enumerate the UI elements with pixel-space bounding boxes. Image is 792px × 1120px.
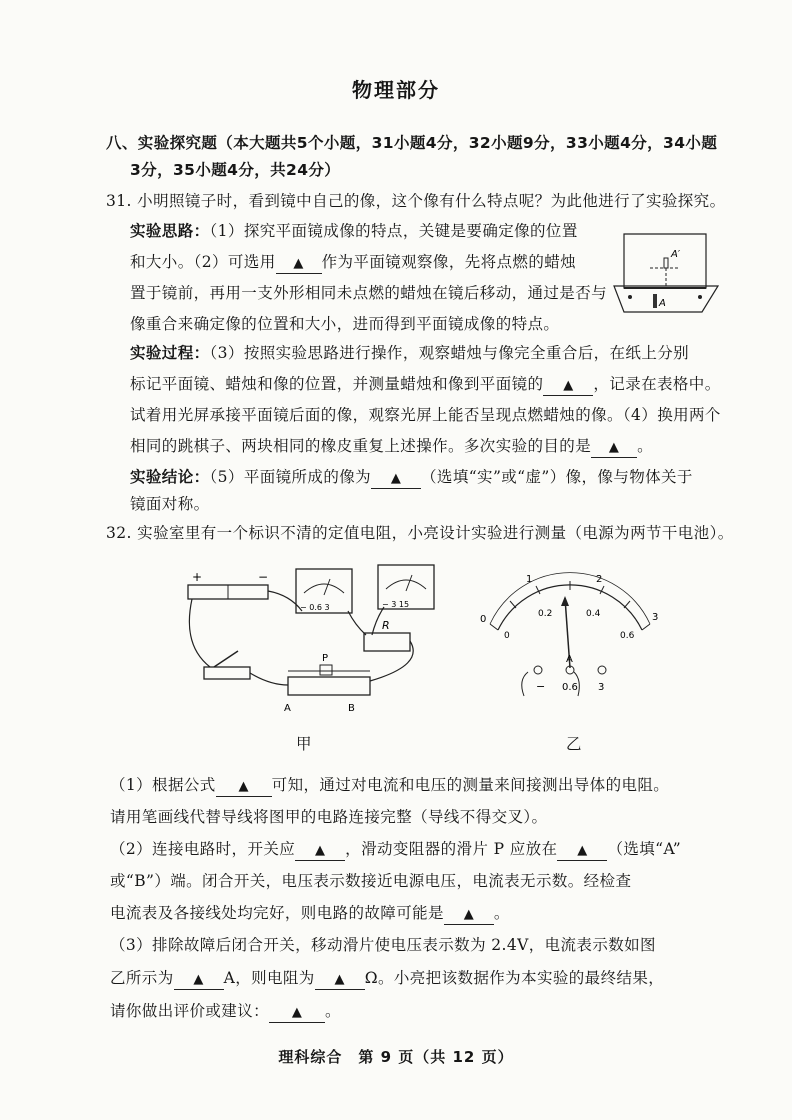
resistor <box>364 633 410 651</box>
inner-tick-1: 0.2 <box>538 609 553 619</box>
battery-plus: + <box>192 570 203 584</box>
q31-idea-line4: 像重合来确定像的位置和大小，进而得到平面镜成像的特点。 <box>130 315 560 333</box>
meter-unit: A <box>566 654 573 665</box>
fig-jia-caption: 甲 <box>296 735 312 753</box>
answer-blank-3[interactable]: ▲ <box>591 439 637 458</box>
q31-process-line1: 实验过程：（3）按照实验思路进行操作，观察蜡烛与像完全重合后，在纸上分别 <box>130 344 690 362</box>
q31-conclusion-line1: 实验结论：（5）平面镜所成的像为 ▲ （选填“实”或“虚”）像，像与物体关于 <box>130 466 693 489</box>
terminal-3: 3 <box>598 682 605 693</box>
page-footer: 理科综合 第 9 页（共 12 页） <box>278 1048 514 1066</box>
q31-stem: 31. 小明照镜子时，看到镜中自己的像，这个像有什么特点呢？为此他进行了实验探究。 <box>106 192 726 210</box>
answer-blank-6[interactable]: ▲ <box>295 842 345 861</box>
answer-blank-8[interactable]: ▲ <box>444 906 494 925</box>
q31-idea-line3: 置于镜前，再用一支外形相同未点燃的蜡烛在镜后移动，通过是否与 <box>130 284 608 302</box>
outer-tick-0: 0 <box>480 614 487 625</box>
answer-blank-7[interactable]: ▲ <box>557 842 607 861</box>
image-candle <box>664 258 668 268</box>
section-heading-line1: 八、实验探究题（本大题共5个小题，31小题4分，32小题9分，33小题4分，34小题 <box>106 134 718 152</box>
q31-idea-line1: 实验思路：（1）探究平面镜成像的特点，关键是要确定像的位置 <box>130 222 578 240</box>
switch <box>204 667 250 679</box>
label-object: A <box>659 298 666 309</box>
q31-conclusion-line2: 镜面对称。 <box>130 495 210 513</box>
voltmeter-terminals: − 3 15 <box>382 600 410 609</box>
q32-part3-line2: 乙所示为 ▲ A，则电阻为 ▲ Ω。小亮把该数据作为本实验的最终结果， <box>110 967 664 990</box>
answer-blank-9[interactable]: ▲ <box>174 971 224 990</box>
battery-minus: − <box>258 570 269 584</box>
q32-part2-line3: 电流表及各接线处均完好，则电路的故障可能是 ▲ 。 <box>110 902 510 925</box>
answer-blank-5[interactable]: ▲ <box>216 778 272 797</box>
q32-part3-line3: 请你做出评价或建议： ▲ 。 <box>110 1000 341 1023</box>
resistor-label: R <box>382 619 390 632</box>
q31-idea-label: 实验思路： <box>130 222 210 240</box>
inner-tick-2: 0.4 <box>586 609 601 619</box>
slider-label: P <box>322 653 329 664</box>
q32-part2-line1: （2）连接电路时，开关应 ▲ ，滑动变阻器的滑片 P 应放在 ▲ （选填“A” <box>110 838 681 861</box>
terminal-minus: − <box>536 680 546 693</box>
q31-process-line2: 标记平面镜、蜡烛和像的位置，并测量蜡烛和像到平面镜的 ▲ ，记录在表格中。 <box>130 373 721 396</box>
q31-process-label: 实验过程： <box>130 344 210 362</box>
answer-blank-1[interactable]: ▲ <box>276 255 322 274</box>
page-title: 物理部分 <box>352 78 440 102</box>
ammeter-terminals: − 0.6 3 <box>300 603 330 612</box>
answer-blank-4[interactable]: ▲ <box>371 470 421 489</box>
mirror-figure <box>610 222 722 318</box>
answer-blank-11[interactable]: ▲ <box>269 1004 325 1023</box>
end-b-label: B <box>348 703 355 714</box>
q32-part3-line1: （3）排除故障后闭合开关，移动滑片使电压表示数为 2.4V，电流表示数如图 <box>110 936 656 954</box>
paper-sheet <box>614 286 718 312</box>
outer-tick-1: 1 <box>526 574 533 585</box>
outer-tick-2: 2 <box>596 574 603 585</box>
ammeter-dial-yi <box>470 568 670 708</box>
end-a-label: A <box>284 703 291 714</box>
section-heading-line2: 3分，35小题4分，共24分） <box>130 161 341 179</box>
q31-process-line4: 相同的跳棋子、两块相同的橡皮重复上述操作。多次实验的目的是 ▲ 。 <box>130 435 653 458</box>
q31-idea-line2: 和大小。（2）可选用 ▲ 作为平面镜观察像，先将点燃的蜡烛 <box>130 251 576 274</box>
glass-plate <box>624 234 706 288</box>
terminal-0-6: 0.6 <box>562 682 578 693</box>
label-image: A′ <box>671 249 681 260</box>
outer-tick-3: 3 <box>652 612 659 623</box>
q32-part1-line2: 请用笔画线代替导线将图甲的电路连接完整（导线不得交叉）。 <box>110 808 548 826</box>
circuit-diagram-jia <box>180 555 440 725</box>
q32-part2-line2: 或“B”）端。闭合开关，电压表示数接近电源电压，电流表无示数。经检查 <box>110 872 632 890</box>
rheostat <box>288 677 370 695</box>
answer-blank-10[interactable]: ▲ <box>315 971 365 990</box>
q31-process-line3: 试着用光屏承接平面镜后面的像，观察光屏上能否呈现点燃蜡烛的像。（4）换用两个 <box>130 406 721 424</box>
inner-tick-0: 0 <box>504 631 510 641</box>
answer-blank-2[interactable]: ▲ <box>543 377 593 396</box>
inner-tick-3: 0.6 <box>620 631 635 641</box>
fig-yi-caption: 乙 <box>566 735 582 753</box>
q32-stem: 32. 实验室里有一个标识不清的定值电阻，小亮设计实验进行测量（电源为两节干电池）。 <box>106 524 734 542</box>
q31-conclusion-label: 实验结论： <box>130 468 210 486</box>
q32-part1-line1: （1）根据公式 ▲ 可知，通过对电流和电压的测量来间接测出导体的电阻。 <box>110 774 669 797</box>
object-candle <box>653 294 657 308</box>
